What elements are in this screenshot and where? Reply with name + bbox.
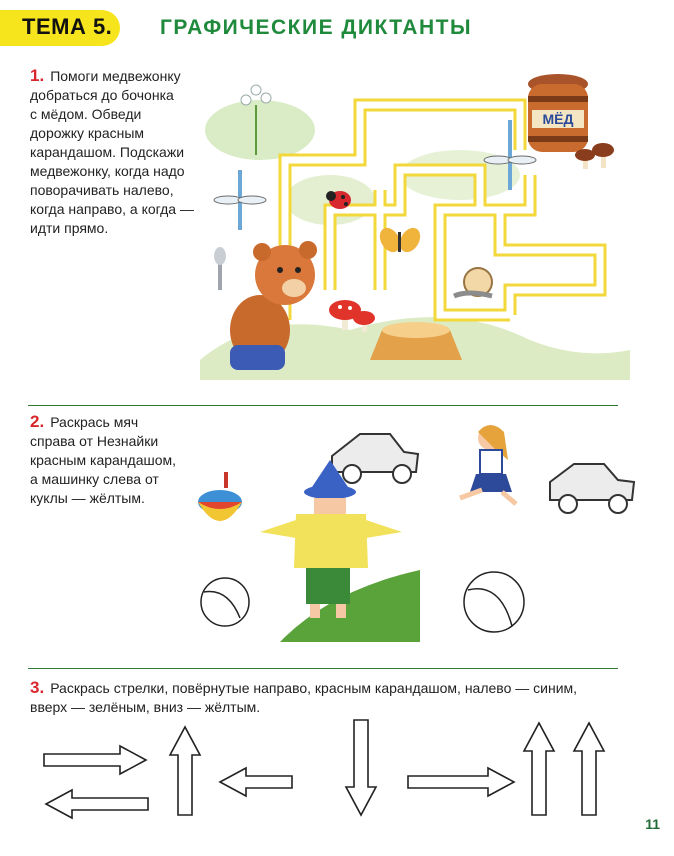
task-2-line: куклы — жёлтым. <box>30 490 145 506</box>
tree-stump <box>370 322 462 360</box>
task-2-line: справа от Незнайки <box>30 433 159 449</box>
task-1-text <box>30 66 210 238</box>
spinning-top <box>198 472 242 521</box>
page-number: 11 <box>645 816 660 832</box>
arrow-up-icon <box>170 727 200 815</box>
page-title: ГРАФИЧЕСКИЕ ДИКТАНТЫ <box>160 16 473 39</box>
task-2-line: а машинку слева от <box>30 471 159 487</box>
doll <box>460 425 516 504</box>
car-right <box>550 464 634 513</box>
task-3-text <box>30 678 630 717</box>
arrow-up-icon <box>524 723 554 815</box>
maze-illustration <box>200 60 630 380</box>
arrow-up-icon <box>574 723 604 815</box>
honey-barrel <box>528 74 588 152</box>
task-1-line: поворачивать налево, <box>30 182 174 198</box>
task-1-line: когда направо, а когда — <box>30 201 194 217</box>
task-1-line: добраться до бочонка <box>30 87 174 103</box>
task-3-number: 3. <box>30 678 45 697</box>
arrow-left-icon <box>220 768 292 796</box>
task-1-number: 1. <box>30 66 45 85</box>
ball-left <box>201 578 249 626</box>
task-1-line: дорожку красным <box>30 125 145 141</box>
task-3-line: вверх — зелёным, вниз — жёлтым. <box>30 699 261 715</box>
section-divider <box>28 405 618 406</box>
task-2-line: красным карандашом, <box>30 452 177 468</box>
task-3-line: Раскрась стрелки, повёрнутые направо, красным карандашом, налево — синим, <box>50 680 578 696</box>
arrow-left-icon <box>46 790 148 818</box>
task-1-line: карандашом. Подскажи <box>30 144 185 160</box>
arrow-right-icon <box>408 768 514 796</box>
task-2-line: Раскрась мяч <box>50 414 139 430</box>
section-divider <box>28 668 618 669</box>
arrow-down-icon <box>346 720 376 815</box>
dragonfly-left <box>214 170 266 230</box>
task-1-line: идти прямо. <box>30 220 109 236</box>
task-2-text <box>30 412 210 508</box>
arrows-area <box>0 715 674 825</box>
task-1-line: Помоги медвежонку <box>50 68 181 84</box>
grass-patch <box>205 100 315 160</box>
ball-right <box>464 572 524 632</box>
topic-label: ТЕМА 5. <box>22 14 113 39</box>
snail <box>454 268 492 296</box>
car-left <box>332 434 418 483</box>
task-2-illustration <box>190 420 640 655</box>
task-1-line: с мёдом. Обведи <box>30 106 142 122</box>
arrow-right-icon <box>44 746 146 774</box>
task-1-line: медвежонку, когда надо <box>30 163 185 179</box>
task-2-number: 2. <box>30 412 45 431</box>
barrel-label: МЁД <box>542 111 574 127</box>
